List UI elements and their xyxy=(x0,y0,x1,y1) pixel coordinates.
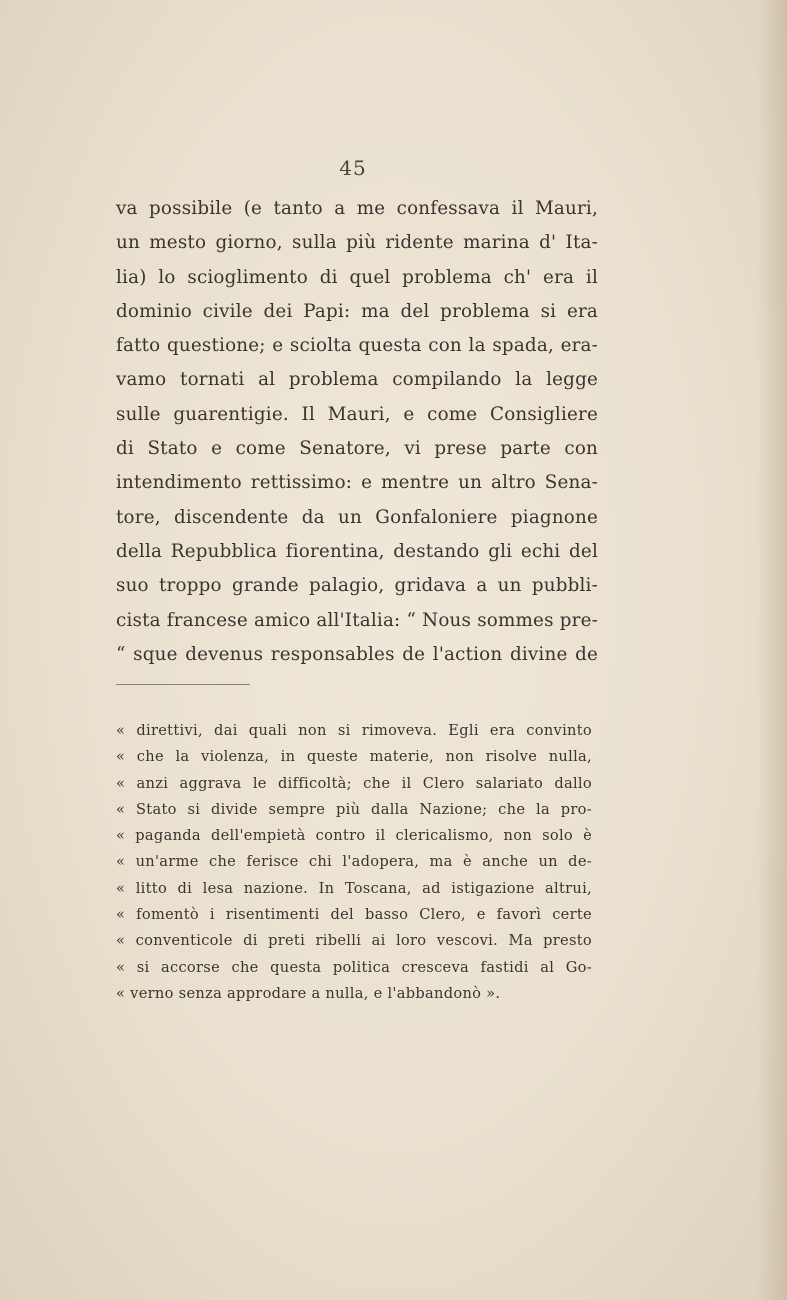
footnote-text xyxy=(116,718,592,1007)
footnote-line: « conventicole di preti ribelli ai loro vescovi. Ma presto xyxy=(116,932,592,950)
footnote-line: « litto di lesa nazione. In Toscana, ad istigazione altrui, xyxy=(116,879,592,897)
main-text xyxy=(116,192,598,672)
text-line: vamo tornati al problema compilando la legge xyxy=(116,369,598,391)
footnote-line: « paganda dell'empietà contro il clericalismo, non solo è xyxy=(116,827,592,845)
footnote-line: « si accorse che questa politica cresceva fastidi al Go- xyxy=(116,958,592,976)
text-line: sulle guarentigie. Il Mauri, e come Consigliere xyxy=(116,403,598,425)
footnote-line: « anzi aggrava le difficoltà; che il Clero salariato dallo xyxy=(116,774,592,792)
text-line: intendimento rettissimo: e mentre un altro Sena- xyxy=(116,472,598,494)
page-edge-shadow xyxy=(757,0,787,1300)
text-line: dominio civile dei Papi: ma del problema si era xyxy=(116,300,598,322)
text-line: lia) lo scioglimento di quel problema ch' era il xyxy=(116,266,598,288)
text-line: della Repubblica fiorentina, destando gli echi del xyxy=(116,540,598,562)
text-line: va possibile (e tanto a me confessava il Mauri, xyxy=(116,198,598,219)
footnote-line: « verno senza approdare a nulla, e l'abbandonò ». xyxy=(116,984,501,1002)
footnote-line: « Stato si divide sempre più dalla Nazione; che la pro- xyxy=(116,800,592,818)
text-line: un mesto giorno, sulla più ridente marina d' Ita- xyxy=(116,232,598,254)
footnote-line: « un'arme che ferisce chi l'adopera, ma è anche un de- xyxy=(116,853,592,871)
footnote-line: « direttivi, dai quali non si rimoveva. Egli era convinto xyxy=(116,722,592,739)
text-line: cista francese amico all'Italia: “ Nous sommes pre- xyxy=(116,609,598,631)
text-line: tore, discendente da un Gonfaloniere piagnone xyxy=(116,506,598,528)
footnote-line: « fomentò i risentimenti del basso Clero, e favorì certe xyxy=(116,906,592,924)
text-line: suo troppo grande palagio, gridava a un pubbli- xyxy=(116,575,598,597)
footnote-divider xyxy=(116,684,250,685)
footnote-line: « che la violenza, in queste materie, non risolve nulla, xyxy=(116,748,592,766)
text-line: “ sque devenus responsables de l'action divine de xyxy=(116,643,598,665)
text-line: fatto questione; e sciolta questa con la spada, era- xyxy=(116,335,598,357)
text-line: di Stato e come Senatore, vi prese parte con xyxy=(116,438,598,460)
page-number: 45 xyxy=(339,156,367,180)
